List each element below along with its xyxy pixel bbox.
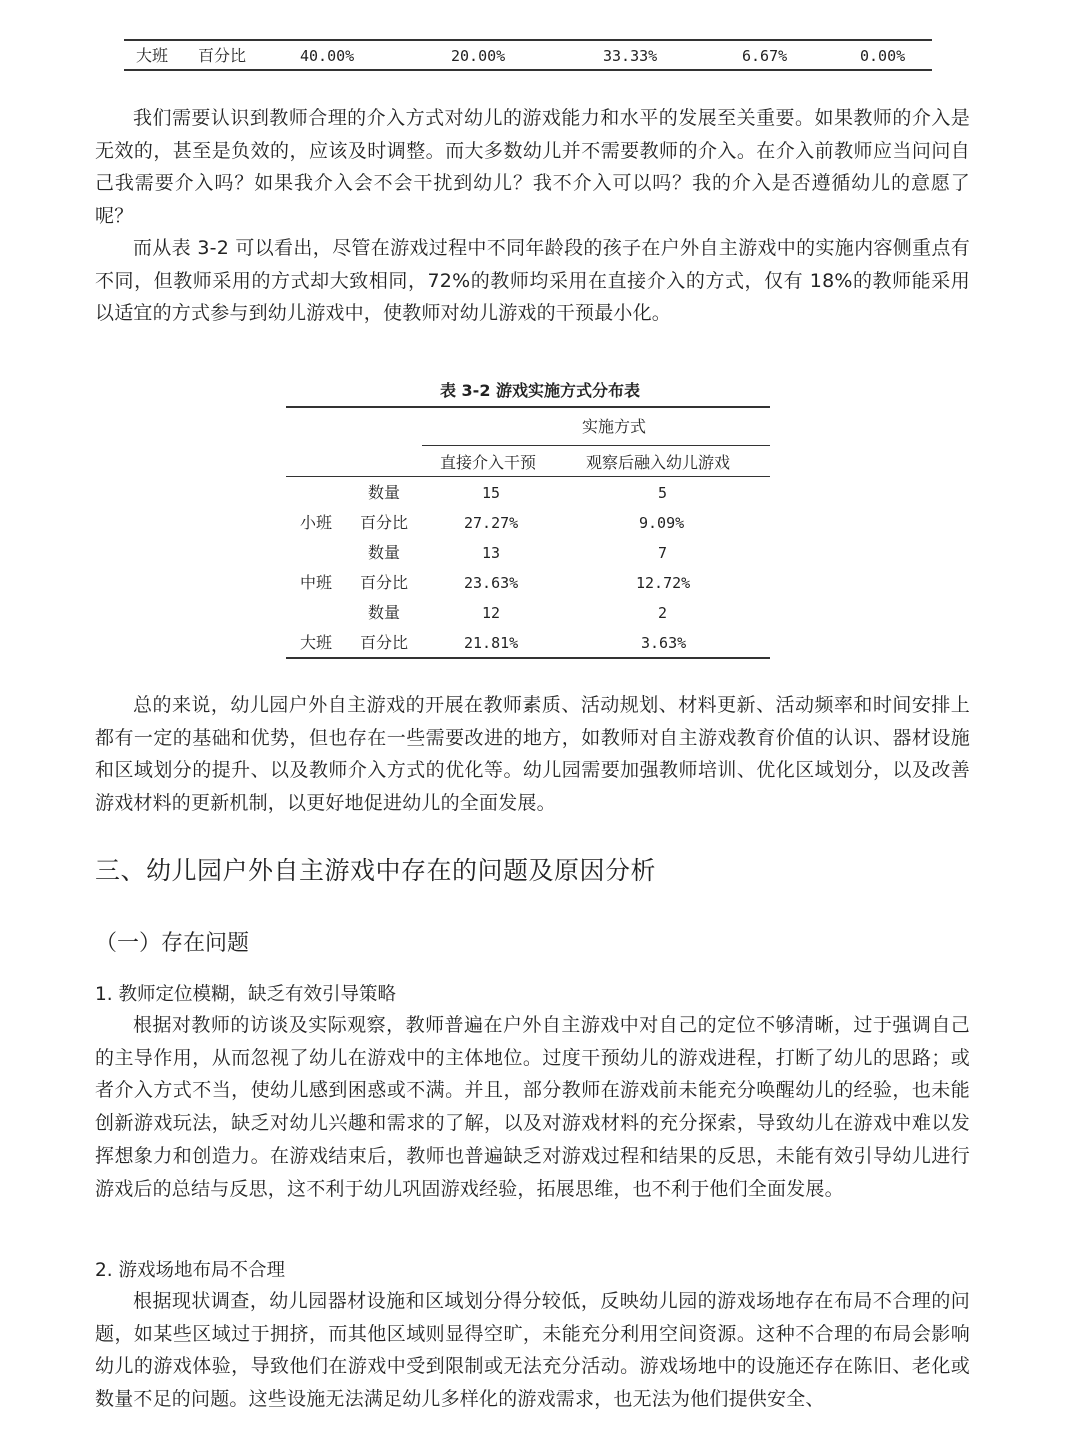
table-cell: 12.72% (636, 574, 691, 592)
table-cell: 13 (482, 544, 501, 562)
table-row-label-pct: 百分比 (360, 513, 409, 532)
top-table-grade: 大班 (136, 46, 169, 65)
table-cell: 12 (482, 604, 501, 622)
table-cell: 15 (482, 484, 501, 502)
table-row-grade: 大班 (300, 633, 333, 652)
table-cell: 23.63% (464, 574, 519, 592)
table-cell: 2 (658, 604, 668, 622)
table-row-label-count: 数量 (368, 603, 401, 622)
top-table-value: 0.00% (860, 47, 906, 65)
paragraph-teacher-role: 根据对教师的访谈及实际观察，教师普遍在户外自主游戏中对自己的定位不够清晰，过于强调自己的主导作用，从而忽视了幼儿在游戏中的主体地位。过度干预幼儿的游戏进程，打断了幼儿的思路；或者介入方式不当，使幼儿感到困惑或不满。并且，部分教师在游戏前未能充分唤醒幼儿的经验，也未能创新游戏玩法，缺乏对幼儿兴趣和需求的了解，以及对游戏材料的充分探索，导致幼儿在游戏中难以发挥想象力和创造力。在游戏结束后，教师也普遍缺乏对游戏过程和结果的反思，未能有效引导幼儿进行游戏后的总结与反思，这不利于幼儿巩固游戏经验，拓展思维，也不利于他们全面发展。 (95, 1014, 970, 1200)
top-table-value: 33.33% (603, 47, 658, 65)
table-caption: 表 3-2 游戏实施方式分布表 (439, 381, 641, 400)
table-rule-bottom (286, 657, 770, 659)
top-table-value: 20.00% (451, 47, 506, 65)
table-cell: 27.27% (464, 514, 519, 532)
paragraph-table-analysis: 而从表 3-2 可以看出，尽管在游戏过程中不同年龄段的孩子在户外自主游戏中的实施内容侧重点有不同，但教师采用的方式却大致相同，72%的教师均采用在直接介入的方式，仅有 18%的教师能采用以适宜的方式参与到幼儿游戏中，使教师对幼儿游戏的干预最小化。 (95, 237, 970, 325)
table-row-grade: 中班 (300, 573, 333, 592)
table-row-label-count: 数量 (368, 543, 401, 562)
table-cell: 3.63% (641, 634, 687, 652)
table-row-label-count: 数量 (368, 483, 401, 502)
top-table-value: 40.00% (300, 47, 355, 65)
table-header-rule (286, 476, 770, 477)
paragraph-intervention: 我们需要认识到教师合理的介入方式对幼儿的游戏能力和水平的发展至关重要。如果教师的介入是无效的，甚至是负效的，应该及时调整。而大多数幼儿并不需要教师的介入。在介入前教师应当问问自己我需要介入吗？如果我介入会不会干扰到幼儿？我不介入可以吗？我的介入是否遵循幼儿的意愿了呢？ (95, 107, 970, 228)
top-table-rule-bottom (124, 69, 932, 71)
table-col-header-direct: 直接介入干预 (440, 453, 537, 472)
table-col-header-observe: 观察后融入幼儿游戏 (586, 453, 731, 472)
top-table-metric: 百分比 (198, 46, 247, 65)
table-cell: 5 (658, 484, 668, 502)
table-cell: 7 (658, 544, 668, 562)
item-heading-teacher-role: 1. 教师定位模糊，缺乏有效引导策略 (95, 984, 397, 1005)
table-row-grade: 小班 (300, 513, 333, 532)
table-subheader-rule (422, 445, 770, 446)
table-cell: 9.09% (639, 514, 685, 532)
section-heading: 三、幼儿园户外自主游戏中存在的问题及原因分析 (95, 856, 657, 885)
item-heading-venue-layout: 2. 游戏场地布局不合理 (95, 1260, 286, 1281)
paragraph-summary: 总的来说，幼儿园户外自主游戏的开展在教师素质、活动规划、材料更新、活动频率和时间安排上都有一定的基础和优势，但也存在一些需要改进的地方，如教师对自主游戏教育价值的认识、器材设施和区域划分的提升、以及教师介入方式的优化等。幼儿园需要加强教师培训、优化区域划分，以及改善游戏材料的更新机制，以更好地促进幼儿的全面发展。 (95, 694, 970, 815)
paragraph-venue-layout: 根据现状调查，幼儿园器材设施和区域划分得分较低，反映幼儿园的游戏场地存在布局不合理的问题，如某些区域过于拥挤，而其他区域则显得空旷，未能充分利用空间资源。这种不合理的布局会影响幼儿的游戏体验，导致他们在游戏中受到限制或无法充分活动。游戏场地中的设施还存在陈旧、老化或数量不足的问题。这些设施无法满足幼儿多样化的游戏需求，也无法为他们提供安全、 (95, 1290, 970, 1411)
top-table-value: 6.67% (742, 47, 788, 65)
table-cell: 21.81% (464, 634, 519, 652)
table-row-label-pct: 百分比 (360, 633, 409, 652)
table-row-label-pct: 百分比 (360, 573, 409, 592)
subsection-heading: （一）存在问题 (95, 931, 250, 956)
table-rule-top (286, 406, 770, 408)
table-group-header: 实施方式 (582, 417, 647, 436)
top-table-rule-top (124, 39, 932, 41)
